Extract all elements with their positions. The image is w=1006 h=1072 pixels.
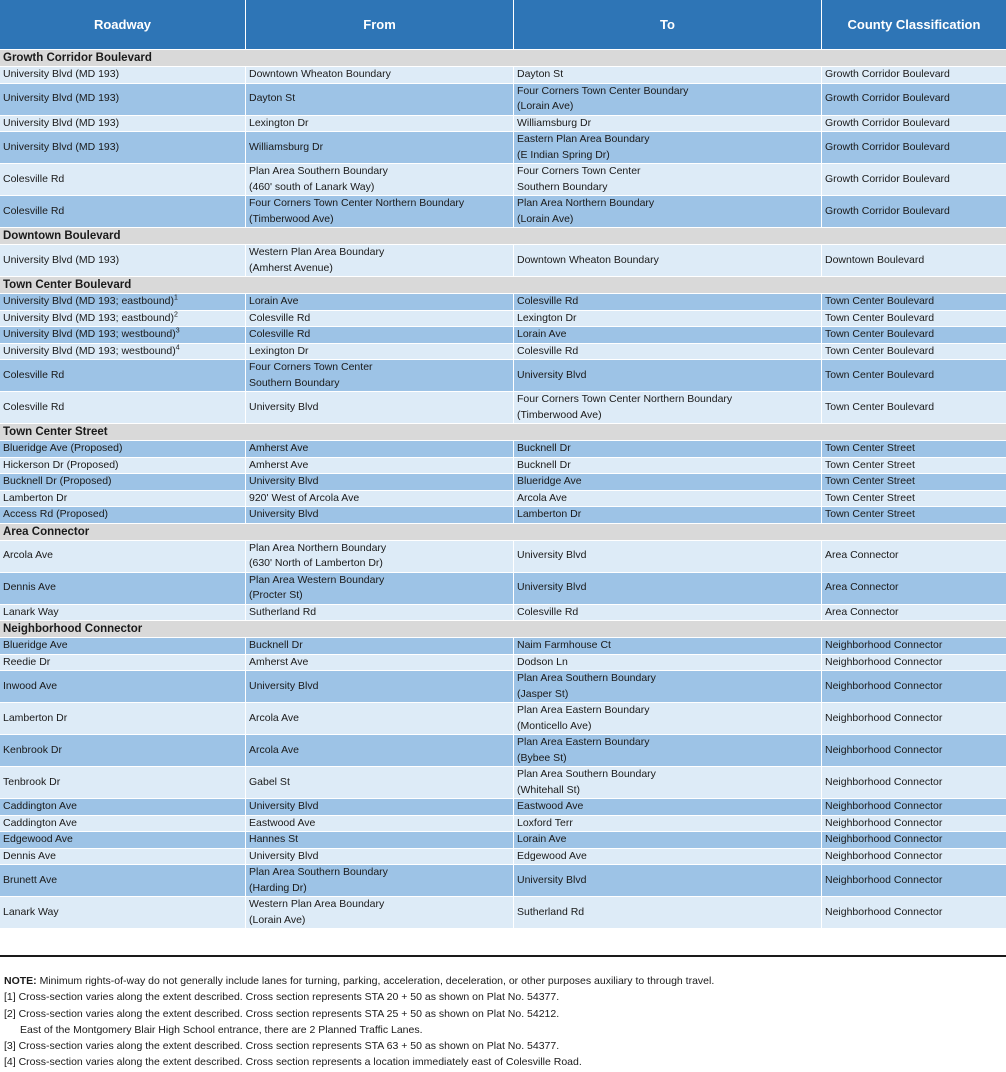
from-cell: Downtown Wheaton Boundary — [246, 66, 514, 83]
table-row — [0, 702, 1006, 734]
classification-cell: Town Center Street — [822, 490, 1006, 507]
from-cell: Amherst Ave — [246, 654, 514, 671]
classification-cell: Neighborhood Connector — [822, 815, 1006, 832]
to-cell: University Blvd — [514, 359, 822, 391]
roadway-cell: Colesville Rd — [0, 163, 246, 195]
roadway-cell: Lanark Way — [0, 604, 246, 621]
from-cell: University Blvd — [246, 848, 514, 865]
from-cell: Sutherland Rd — [246, 604, 514, 621]
from-cell: University Blvd — [246, 391, 514, 423]
classification-cell: Town Center Boulevard — [822, 326, 1006, 343]
roadway-cell: Hickerson Dr (Proposed) — [0, 457, 246, 474]
roadway-cell: Colesville Rd — [0, 359, 246, 391]
roadway-cell: Brunett Ave — [0, 864, 246, 896]
to-cell: Dodson Ln — [514, 654, 822, 671]
to-cell: Four Corners Town Center Boundary (Lorain Ave) — [514, 83, 822, 115]
from-cell: Arcola Ave — [246, 734, 514, 766]
section-header-row — [0, 523, 1006, 540]
table-row — [0, 540, 1006, 572]
classification-cell: Neighborhood Connector — [822, 654, 1006, 671]
to-cell: Sutherland Rd — [514, 896, 822, 928]
classification-cell: Town Center Boulevard — [822, 359, 1006, 391]
header-roadway: Roadway — [0, 0, 246, 49]
table-header-row — [0, 0, 1006, 49]
section-title: Downtown Boulevard — [0, 227, 1006, 244]
from-cell: Four Corners Town Center Northern Boundary (Timberwood Ave) — [246, 195, 514, 227]
roadway-cell: Blueridge Ave — [0, 637, 246, 654]
classification-cell: Town Center Boulevard — [822, 293, 1006, 310]
from-cell: Lorain Ave — [246, 293, 514, 310]
table-row — [0, 391, 1006, 423]
to-cell: Plan Area Southern Boundary (Jasper St) — [514, 670, 822, 702]
from-cell: Amherst Ave — [246, 457, 514, 474]
table-row — [0, 115, 1006, 132]
roadway-cell: University Blvd (MD 193; eastbound)$^1$ — [0, 293, 246, 310]
table-row — [0, 359, 1006, 391]
table-row — [0, 66, 1006, 83]
to-cell: University Blvd — [514, 572, 822, 604]
from-cell: Hannes St — [246, 831, 514, 848]
to-cell: Lorain Ave — [514, 326, 822, 343]
note-line — [4, 973, 1002, 989]
classification-cell: Neighborhood Connector — [822, 848, 1006, 865]
to-cell: Lexington Dr — [514, 310, 822, 327]
roadway-cell: Colesville Rd — [0, 391, 246, 423]
table-row — [0, 604, 1006, 621]
classification-cell: Neighborhood Connector — [822, 831, 1006, 848]
roadway-cell: Arcola Ave — [0, 540, 246, 572]
table-row — [0, 766, 1006, 798]
to-cell: Plan Area Southern Boundary (Whitehall St) — [514, 766, 822, 798]
to-cell: Loxford Terr — [514, 815, 822, 832]
roadway-cell: Bucknell Dr (Proposed) — [0, 473, 246, 490]
header-to: To — [514, 0, 822, 49]
section-title: Growth Corridor Boulevard — [0, 49, 1006, 66]
footnote-1: [1] Cross-section varies along the extent described. Cross section represents STA 20 + 50 as shown on Plat No. 54377. — [4, 991, 560, 1004]
table-row — [0, 798, 1006, 815]
from-cell: Eastwood Ave — [246, 815, 514, 832]
footnote-2: [2] Cross-section varies along the extent described. Cross section represents STA 25 + 50 as shown on Plat No. 54212. — [4, 1007, 560, 1020]
from-cell: Plan Area Northern Boundary (630' North of Lamberton Dr) — [246, 540, 514, 572]
table-row — [0, 131, 1006, 163]
to-cell: Colesville Rd — [514, 343, 822, 360]
table-row — [0, 670, 1006, 702]
classification-cell: Neighborhood Connector — [822, 637, 1006, 654]
notes-block — [4, 973, 1002, 1071]
roadway-cell: Tenbrook Dr — [0, 766, 246, 798]
classification-cell: Town Center Boulevard — [822, 343, 1006, 360]
footnote-3: [3] Cross-section varies along the extent described. Cross section represents STA 63 + 50 as shown on Plat No. 54377. — [4, 1040, 560, 1053]
roadway-cell: Lanark Way — [0, 896, 246, 928]
table-body — [0, 49, 1006, 928]
section-title: Town Center Street — [0, 423, 1006, 440]
to-cell: Colesville Rd — [514, 604, 822, 621]
to-cell: Blueridge Ave — [514, 473, 822, 490]
to-cell: Williamsburg Dr — [514, 115, 822, 132]
to-cell: Downtown Wheaton Boundary — [514, 244, 822, 276]
header-from: From — [246, 0, 514, 49]
classification-cell: Town Center Street — [822, 473, 1006, 490]
roadway-cell: Caddington Ave — [0, 815, 246, 832]
classification-cell: Town Center Street — [822, 457, 1006, 474]
from-cell: Bucknell Dr — [246, 637, 514, 654]
table-row — [0, 490, 1006, 507]
from-cell: 920' West of Arcola Ave — [246, 490, 514, 507]
section-header-row — [0, 423, 1006, 440]
header-county-classification: County Classification — [822, 0, 1006, 49]
from-cell: Gabel St — [246, 766, 514, 798]
classification-cell: Growth Corridor Boulevard — [822, 195, 1006, 227]
roadway-cell: Access Rd (Proposed) — [0, 506, 246, 523]
table-row — [0, 572, 1006, 604]
to-cell: Dayton St — [514, 66, 822, 83]
table-row — [0, 831, 1006, 848]
footnote-marker: 1 — [174, 294, 178, 302]
table-row — [0, 734, 1006, 766]
classification-cell: Area Connector — [822, 604, 1006, 621]
from-cell: Lexington Dr — [246, 115, 514, 132]
table-row — [0, 896, 1006, 928]
to-cell: Plan Area Eastern Boundary (Monticello Ave) — [514, 702, 822, 734]
classification-cell: Neighborhood Connector — [822, 670, 1006, 702]
table-row — [0, 506, 1006, 523]
to-cell: University Blvd — [514, 540, 822, 572]
from-cell: Amherst Ave — [246, 440, 514, 457]
roadway-cell: Caddington Ave — [0, 798, 246, 815]
classification-cell: Growth Corridor Boulevard — [822, 131, 1006, 163]
table-row — [0, 293, 1006, 310]
from-cell: University Blvd — [246, 473, 514, 490]
section-title: Area Connector — [0, 523, 1006, 540]
classification-cell: Growth Corridor Boulevard — [822, 163, 1006, 195]
roadway-cell: Colesville Rd — [0, 195, 246, 227]
roadway-cell: University Blvd (MD 193) — [0, 115, 246, 132]
table-row — [0, 848, 1006, 865]
footnote-marker: 4 — [175, 344, 180, 351]
from-cell: Arcola Ave — [246, 702, 514, 734]
roadway-cell: Kenbrook Dr — [0, 734, 246, 766]
table-row — [0, 343, 1006, 360]
note-label: NOTE: — [4, 975, 37, 987]
classification-cell: Downtown Boulevard — [822, 244, 1006, 276]
table-row — [0, 637, 1006, 654]
to-cell: Edgewood Ave — [514, 848, 822, 865]
table-row — [0, 326, 1006, 343]
classification-cell: Area Connector — [822, 540, 1006, 572]
to-cell: Bucknell Dr — [514, 457, 822, 474]
from-cell: Williamsburg Dr — [246, 131, 514, 163]
roadway-cell: University Blvd (MD 193) — [0, 66, 246, 83]
roadway-cell: Dennis Ave — [0, 572, 246, 604]
notes-divider — [0, 955, 1006, 957]
note-text: Minimum rights-of-way do not generally include lanes for turning, parking, acceleration, deceleration, or other purposes auxiliary to through travel. — [36, 975, 715, 987]
from-cell: Western Plan Area Boundary (Lorain Ave) — [246, 896, 514, 928]
from-cell: Plan Area Southern Boundary (Harding Dr) — [246, 864, 514, 896]
classification-cell: Area Connector — [822, 572, 1006, 604]
from-cell: University Blvd — [246, 670, 514, 702]
roadway-cell: University Blvd (MD 193; westbound)$^3$ — [0, 326, 246, 343]
roadway-cell: University Blvd (MD 193) — [0, 131, 246, 163]
from-cell: Colesville Rd — [246, 326, 514, 343]
table-row — [0, 244, 1006, 276]
classification-cell: Neighborhood Connector — [822, 702, 1006, 734]
from-cell: Lexington Dr — [246, 343, 514, 360]
classification-cell: Growth Corridor Boulevard — [822, 115, 1006, 132]
footnote-marker: 2 — [174, 311, 178, 318]
table-row — [0, 310, 1006, 327]
roadway-cell: Dennis Ave — [0, 848, 246, 865]
to-cell: Four Corners Town Center Northern Boundary (Timberwood Ave) — [514, 391, 822, 423]
footnote-marker: 3 — [175, 327, 180, 335]
from-cell: Four Corners Town Center Southern Boundary — [246, 359, 514, 391]
footnote-2-continued: East of the Montgomery Blair High School entrance, there are 2 Planned Traffic Lanes. — [20, 1023, 423, 1036]
section-header-row — [0, 49, 1006, 66]
section-header-row — [0, 276, 1006, 293]
from-cell: Western Plan Area Boundary (Amherst Avenue) — [246, 244, 514, 276]
roadway-cell: Inwood Ave — [0, 670, 246, 702]
to-cell: Four Corners Town Center Southern Boundary — [514, 163, 822, 195]
to-cell: Arcola Ave — [514, 490, 822, 507]
section-title: Town Center Boulevard — [0, 276, 1006, 293]
roadway-cell: Lamberton Dr — [0, 702, 246, 734]
classification-cell: Neighborhood Connector — [822, 798, 1006, 815]
classification-cell: Neighborhood Connector — [822, 896, 1006, 928]
table-row — [0, 83, 1006, 115]
to-cell: Plan Area Eastern Boundary (Bybee St) — [514, 734, 822, 766]
roadway-cell: Blueridge Ave (Proposed) — [0, 440, 246, 457]
section-title: Neighborhood Connector — [0, 620, 1006, 637]
classification-cell: Town Center Boulevard — [822, 391, 1006, 423]
to-cell: Lorain Ave — [514, 831, 822, 848]
table-row — [0, 864, 1006, 896]
to-cell: University Blvd — [514, 864, 822, 896]
footnote-4: [4] Cross-section varies along the extent described. Cross section represents a location immediately east of Colesville Road. — [4, 1056, 582, 1069]
to-cell: Naim Farmhouse Ct — [514, 637, 822, 654]
from-cell: University Blvd — [246, 506, 514, 523]
roadway-cell: University Blvd (MD 193; westbound)$^4$ — [0, 343, 246, 360]
to-cell: Bucknell Dr — [514, 440, 822, 457]
classification-cell: Neighborhood Connector — [822, 734, 1006, 766]
to-cell: Eastwood Ave — [514, 798, 822, 815]
roadway-cell: Lamberton Dr — [0, 490, 246, 507]
table-row — [0, 440, 1006, 457]
roadway-cell: University Blvd (MD 193) — [0, 244, 246, 276]
from-cell: Plan Area Western Boundary (Procter St) — [246, 572, 514, 604]
from-cell: Colesville Rd — [246, 310, 514, 327]
roadway-cell: Edgewood Ave — [0, 831, 246, 848]
from-cell: University Blvd — [246, 798, 514, 815]
from-cell: Plan Area Southern Boundary (460' south of Lanark Way) — [246, 163, 514, 195]
table-row — [0, 473, 1006, 490]
to-cell: Lamberton Dr — [514, 506, 822, 523]
table-row — [0, 163, 1006, 195]
classification-cell: Neighborhood Connector — [822, 766, 1006, 798]
to-cell: Plan Area Northern Boundary (Lorain Ave) — [514, 195, 822, 227]
to-cell: Eastern Plan Area Boundary (E Indian Spring Dr) — [514, 131, 822, 163]
classification-cell: Town Center Street — [822, 440, 1006, 457]
table-row — [0, 815, 1006, 832]
roadway-cell: University Blvd (MD 193; eastbound)$^2$ — [0, 310, 246, 327]
table-row — [0, 654, 1006, 671]
table-row — [0, 457, 1006, 474]
roadway-cell: Reedie Dr — [0, 654, 246, 671]
classification-cell: Neighborhood Connector — [822, 864, 1006, 896]
roadway-cell: University Blvd (MD 193) — [0, 83, 246, 115]
classification-cell: Town Center Street — [822, 506, 1006, 523]
classification-cell: Growth Corridor Boulevard — [822, 83, 1006, 115]
table-row — [0, 195, 1006, 227]
to-cell: Colesville Rd — [514, 293, 822, 310]
section-header-row — [0, 620, 1006, 637]
classification-cell: Growth Corridor Boulevard — [822, 66, 1006, 83]
classification-cell: Town Center Boulevard — [822, 310, 1006, 327]
from-cell: Dayton St — [246, 83, 514, 115]
section-header-row — [0, 227, 1006, 244]
